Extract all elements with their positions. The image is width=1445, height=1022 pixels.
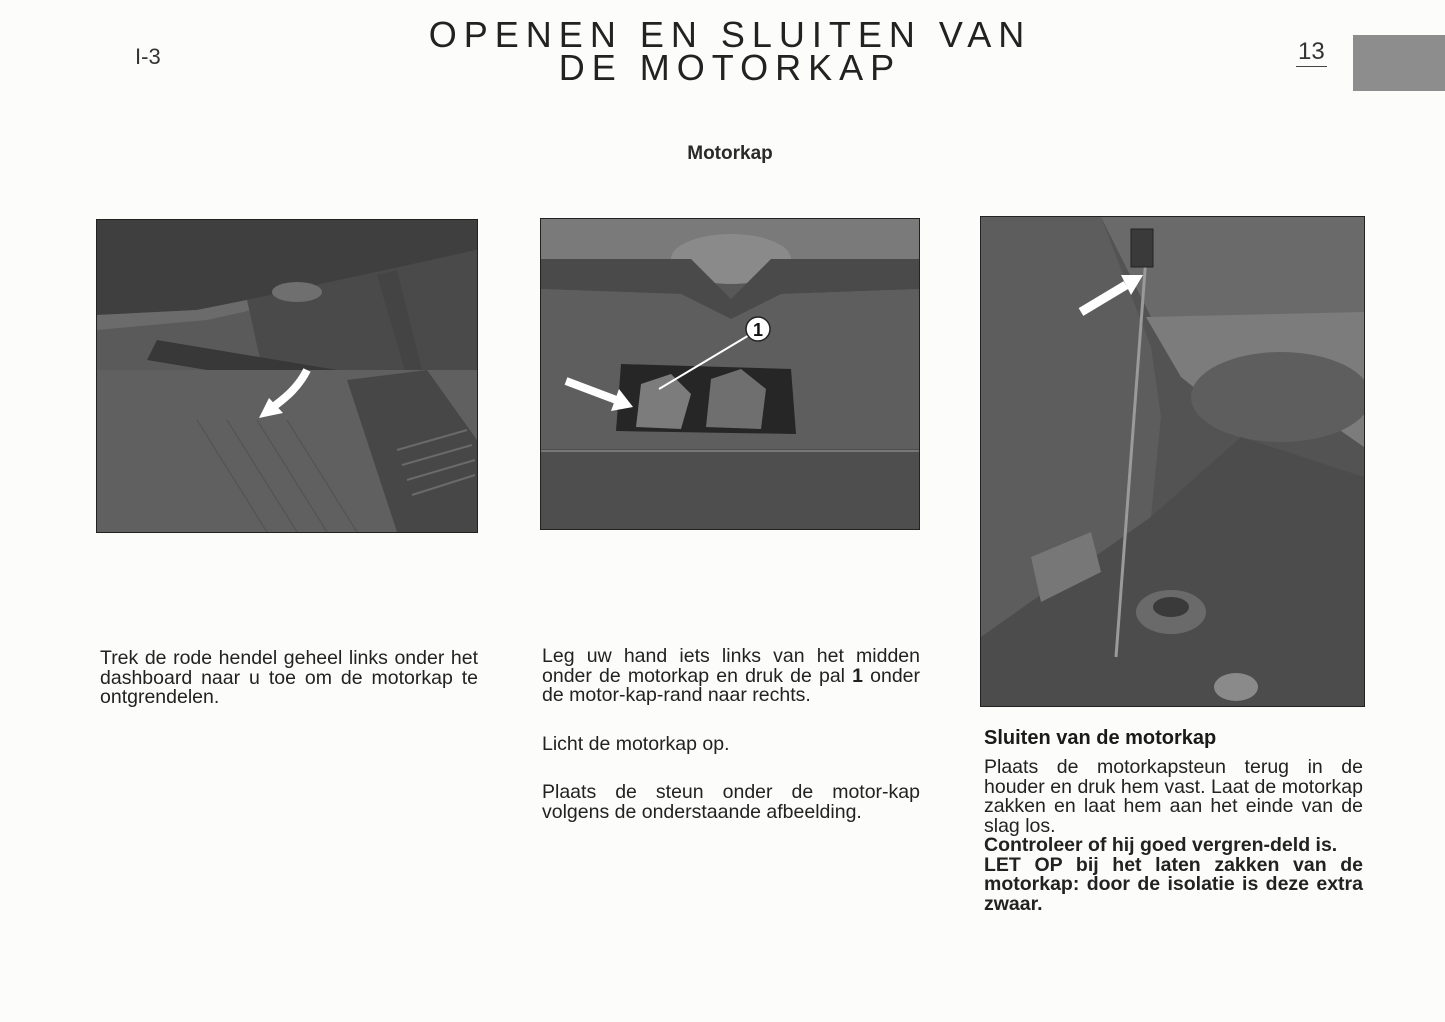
instruction-lift-bonnet: Licht de motorkap op. [542,732,730,755]
figure-bonnet-latch [540,218,920,530]
thumb-tab [1353,35,1445,91]
instruction-pull-lever: Trek de rode hendel geheel links onder het dashboard naar u toe om de motorkap te ontgrendelen. [100,647,478,708]
instruction-press-latch-a: Leg uw hand iets links van het midden onder de motorkap en druk de pal [542,645,920,687]
instruction-press-latch-b: onder de motor-kap-rand naar rechts. [542,664,921,706]
release-lever-illustration [97,220,477,532]
page-title [300,14,1160,88]
warning-check-locked: Controleer of hij goed vergren-deld is. [984,834,1338,856]
latch-number: 1 [852,664,863,687]
figure-bonnet-support [980,216,1365,707]
chapter-label: I-3 [135,44,161,69]
callout-number: 1 [752,320,764,340]
page-title-line1: OPENEN EN SLUITEN VAN [428,14,1032,55]
page-title-line2: DE MOTORKAP [558,47,902,88]
bonnet-support-illustration [981,217,1364,706]
page-number: 13 [1298,38,1325,65]
column-1-text [100,649,478,708]
instruction-press-latch [542,647,920,706]
column-2-text [542,647,920,822]
column-3-text [984,758,1363,914]
warning-heavy-bonnet: LET OP bij het laten zakken van de motorkap: door de isolatie is deze extra zwaar. [984,853,1363,915]
instruction-place-support: Plaats de steun onder de motor-kap volgens de onderstaande afbeelding. [542,781,920,823]
instruction-return-support: Plaats de motorkapsteun terug in de houder en druk hem vast. Laat de motorkap zakken en laat hem aan het einde van de slag los. [984,756,1363,837]
closing-heading: Sluiten van de motorkap [984,727,1217,749]
section-title: Motorkap [687,143,773,164]
figure-release-lever [96,219,478,533]
bonnet-latch-illustration [541,219,919,529]
